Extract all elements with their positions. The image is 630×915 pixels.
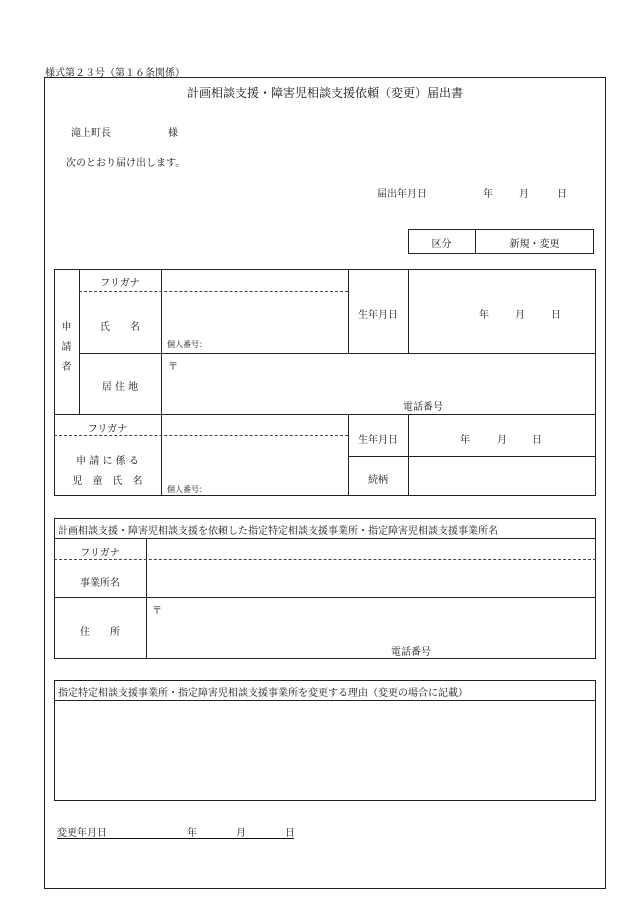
category-value[interactable]: 新規・変更 bbox=[509, 239, 560, 250]
office-address-label: 住 所 bbox=[80, 627, 120, 638]
applicant-personal-number: 個人番号： bbox=[167, 340, 207, 349]
office-furigana-label: フリガナ bbox=[80, 548, 120, 559]
applicant-furigana-label: フリガナ bbox=[100, 278, 140, 289]
addressee-name: 滝上町長 bbox=[71, 128, 111, 139]
child-name-label-2: 児 童 氏 名 bbox=[72, 476, 143, 487]
submission-day: 日 bbox=[557, 189, 567, 200]
applicant-birth-label: 生年月日 bbox=[358, 310, 398, 321]
child-birth-day: 日 bbox=[532, 435, 542, 446]
applicant-postal: 〒 bbox=[168, 362, 178, 373]
applicant-phone-label: 電話番号 bbox=[403, 402, 443, 413]
child-name-label-1: 申 請 に 係 る bbox=[76, 456, 139, 467]
child-birth-month: 月 bbox=[497, 435, 507, 446]
form-number: 様式第２３号（第１６条関係） bbox=[45, 68, 185, 79]
child-personal-number: 個人番号： bbox=[167, 485, 207, 494]
category-label: 区分 bbox=[431, 239, 452, 250]
office-name-label: 事業所名 bbox=[80, 578, 120, 589]
office-phone-label: 電話番号 bbox=[391, 647, 431, 658]
submission-year: 年 bbox=[483, 189, 493, 200]
change-date-underline bbox=[57, 838, 294, 839]
change-date-day: 日 bbox=[285, 828, 295, 839]
addressee-honorific: 様 bbox=[168, 128, 178, 139]
office-postal: 〒 bbox=[152, 606, 162, 617]
child-furigana-label: フリガナ bbox=[87, 424, 128, 435]
child-birth-label: 生年月日 bbox=[358, 435, 398, 446]
applicant-birth-day: 日 bbox=[551, 310, 561, 321]
child-relation-label: 続柄 bbox=[368, 475, 388, 486]
applicant-label-3: 者 bbox=[61, 362, 72, 373]
submission-date-label: 届出年月日 bbox=[377, 189, 427, 200]
applicant-name-label: 氏 名 bbox=[100, 322, 140, 333]
form-title: 計画相談支援・障害児相談支援依頼（変更）届出書 bbox=[186, 86, 463, 100]
change-date-label: 変更年月日 bbox=[57, 828, 107, 839]
applicant-label-2: 請 bbox=[61, 342, 72, 353]
applicant-address-label: 居 住 地 bbox=[101, 382, 139, 393]
child-birth-year: 年 bbox=[460, 435, 470, 446]
applicant-birth-year: 年 bbox=[479, 310, 489, 321]
office-heading: 計画相談支援・障害児相談支援を依頼した指定特定相談支援事業所・指定障害児相談支援事業所名 bbox=[58, 526, 498, 537]
reason-heading: 指定特定相談支援事業所・指定障害児相談支援事業所を変更する理由（変更の場合に記載） bbox=[58, 688, 468, 699]
applicant-birth-month: 月 bbox=[515, 310, 525, 321]
intro-text: 次のとおり届け出します。 bbox=[66, 158, 186, 169]
submission-month: 月 bbox=[519, 189, 529, 200]
applicant-label-1: 申 bbox=[61, 322, 72, 333]
change-date-year: 年 bbox=[187, 828, 197, 839]
change-date-month: 月 bbox=[236, 828, 246, 839]
